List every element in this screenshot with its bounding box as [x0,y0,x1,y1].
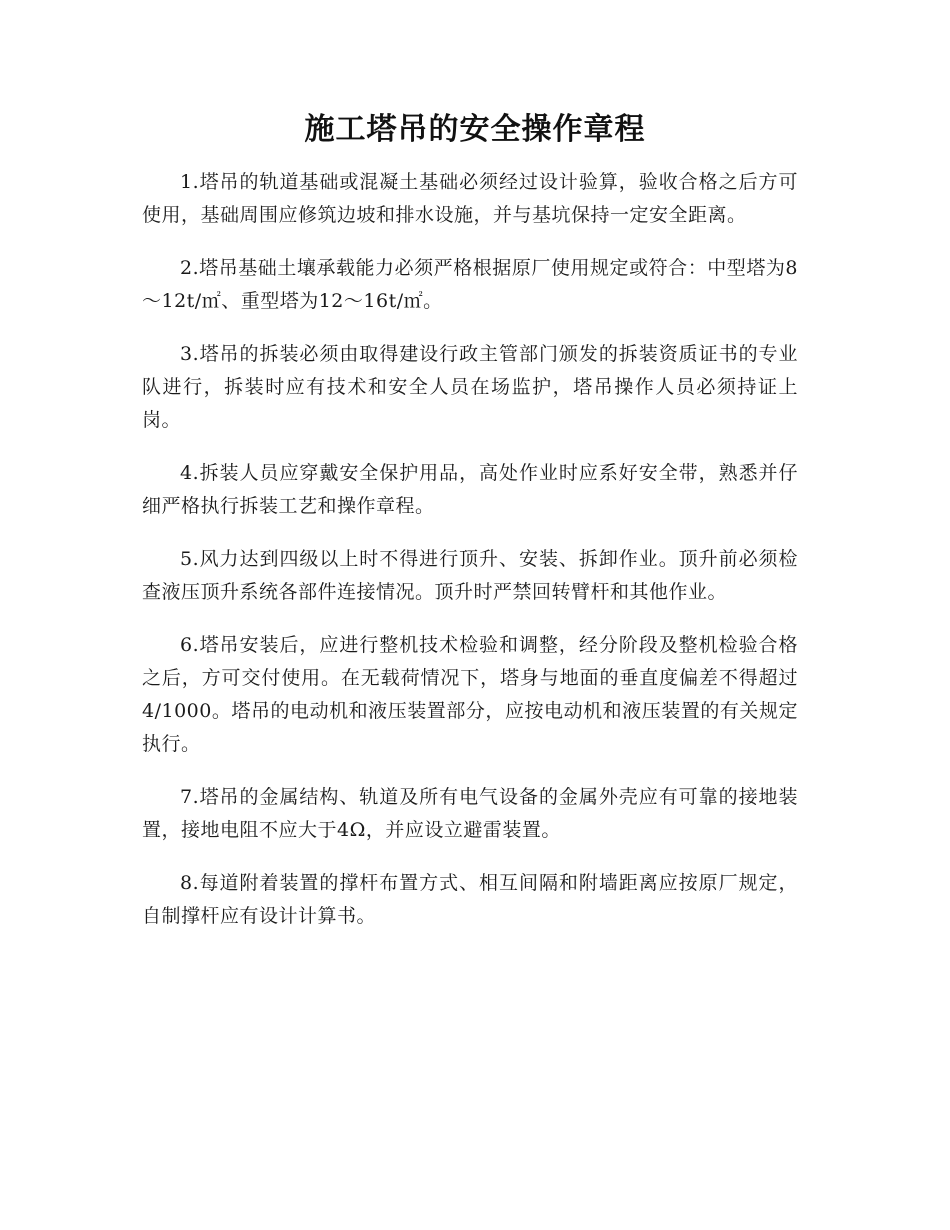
document-body [142,166,798,953]
paragraph-3: 3.塔吊的拆装必须由取得建设行政主管部门颁发的拆装资质证书的专业队进行，拆装时应有技术和安全人员在场监护，塔吊操作人员必须持证上岗。 [142,343,798,431]
paragraph-7: 7.塔吊的金属结构、轨道及所有电气设备的金属外壳应有可靠的接地装置，接地电阻不应大于4Ω，并应设立避雷装置。 [142,786,798,841]
document-title: 施工塔吊的安全操作章程 [304,112,646,147]
paragraph-5: 5.风力达到四级以上时不得进行顶升、安装、拆卸作业。顶升前必须检查液压顶升系统各部件连接情况。顶升时严禁回转臂杆和其他作业。 [142,548,798,603]
paragraph-1: 1.塔吊的轨道基础或混凝土基础必须经过设计验算，验收合格之后方可使用，基础周围应修筑边坡和排水设施，并与基坑保持一定安全距离。 [142,171,798,226]
paragraph-6: 6.塔吊安装后，应进行整机技术检验和调整，经分阶段及整机检验合格之后，方可交付使用。在无载荷情况下，塔身与地面的垂直度偏差不得超过4/1000。塔吊的电动机和液压装置部分，应按电动机和液压装置的有关规定执行。 [142,634,798,755]
paragraph-2: 2.塔吊基础土壤承载能力必须严格根据原厂使用规定或符合：中型塔为8～12t/㎡、重型塔为12～16t/㎡。 [142,257,798,312]
paragraph-8: 8.每道附着装置的撑杆布置方式、相互间隔和附墙距离应按原厂规定，自制撑杆应有设计计算书。 [142,872,798,927]
paragraph-4: 4.拆装人员应穿戴安全保护用品，高处作业时应系好安全带，熟悉并仔细严格执行拆装工艺和操作章程。 [142,462,798,517]
